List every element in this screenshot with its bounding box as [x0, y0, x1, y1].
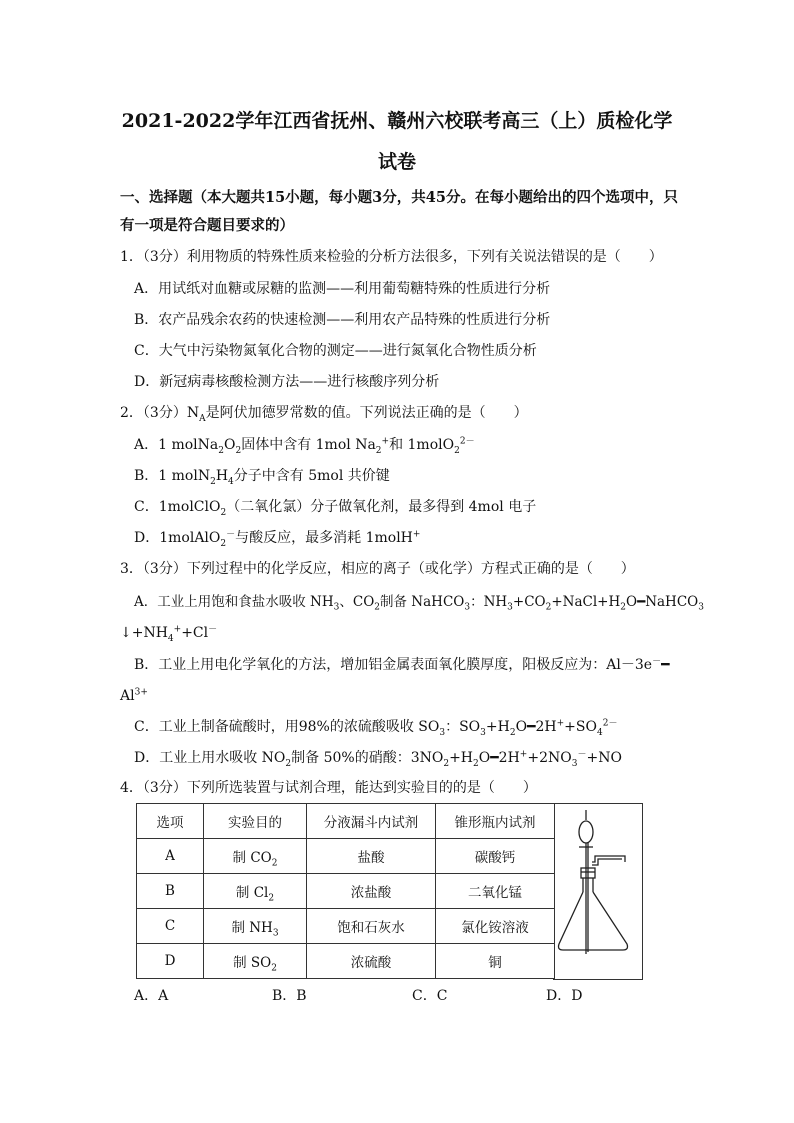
q3-option-b-cont: $Al^{3+}$ — [120, 687, 148, 704]
table-row — [137, 874, 555, 909]
table-cell: C — [137, 909, 204, 944]
q2-stem: 2．（3分）$N_A$是阿伏加德罗常数的值。下列说法正确的是（ ） — [120, 405, 528, 424]
table-cell: 饱和石灰水 — [307, 909, 436, 944]
table-cell: B — [137, 874, 204, 909]
table-row — [137, 909, 555, 944]
table-cell: A — [137, 839, 204, 874]
q3-option-a-cont: $↓+NH_4^++Cl^-$ — [120, 624, 218, 644]
q4-answer-a: A．A — [134, 988, 169, 1004]
q1-option-d: D．新冠病毒核酸检测方法——进行核酸序列分析 — [134, 374, 440, 390]
q4-answer-c: C．C — [412, 988, 448, 1004]
q3-option-b: B．工业上用电化学氧化的方法，增加铝金属表面氧化膜厚度，阳极反应为：Al－3e－━ — [134, 656, 670, 673]
q4-stem: 4．（3分）下列所选装置与试剂合理，能达到实验目的的是（ ） — [120, 780, 537, 796]
table-header-cell: 实验目的 — [204, 804, 307, 839]
table-row — [137, 839, 555, 874]
table-cell: 浓硫酸 — [307, 944, 436, 979]
q1-stem: 1．（3分）利用物质的特殊性质来检验的分析方法很多，下列有关说法错误的是（ ） — [120, 249, 663, 265]
table-cell: 制 $CO_2$ — [204, 839, 307, 874]
q2-option-b: B．1 $molN_2H_4$分子中含有 5mol 共价键 — [134, 468, 390, 487]
q4-answer-d: D．D — [546, 988, 583, 1004]
table-cell: 二氧化锰 — [436, 874, 555, 909]
q4-table — [136, 803, 555, 979]
table-cell: 浓盐酸 — [307, 874, 436, 909]
q3-option-a: A．工业上用饱和食盐水吸收 $NH_3$、$CO_2$制备 NaHCO$_3$：$NH_3+CO_2+NaCl+H_2O━NaHCO_3$ — [134, 594, 704, 613]
q2-option-a: A．1 $molNa_2O_2$固体中含有 1mol $Na_2^+$和 1molO$_2^{2-}$ — [134, 436, 475, 456]
q3-option-c: C．工业上制备硫酸时，用98%的浓硫酸吸收 $SO_3$：$SO_3+H_2O━2H^++SO_4^{2-}$ — [134, 718, 618, 738]
table-cell: 制 $Cl_2$ — [204, 874, 307, 909]
table-header-cell: 锥形瓶内试剂 — [436, 804, 555, 839]
q3-stem: 3．（3分）下列过程中的化学反应，相应的离子（或化学）方程式正确的是（ ） — [120, 561, 635, 577]
page-title-cont: 试卷 — [377, 151, 416, 173]
q3-option-d: D．工业上用水吸收 $NO_2$制备 50%的硝酸：$3NO_2+H_2O━2H^++2NO_3^-+NO$ — [134, 749, 622, 769]
apparatus-figure — [553, 803, 643, 980]
q1-option-c: C．大气中污染物氮氧化合物的测定——进行氮氧化合物性质分析 — [134, 343, 537, 359]
table-cell: D — [137, 944, 204, 979]
section-heading-cont: 有一项是符合题目要求的） — [120, 217, 294, 234]
table-header-cell: 选项 — [137, 804, 204, 839]
flask-apparatus-icon — [553, 804, 642, 979]
q2-option-d: D．1molAlO$_2$－与酸反应，最多消耗 1molH+ — [134, 529, 421, 549]
table-row — [137, 944, 555, 979]
q4-answer-b: B．B — [272, 988, 307, 1004]
q1-option-a: A．用试纸对血糖或尿糖的监测——利用葡萄糖特殊的性质进行分析 — [134, 281, 551, 297]
table-cell: 碳酸钙 — [436, 839, 555, 874]
table-cell: 盐酸 — [307, 839, 436, 874]
page-title: 2021-2022学年江西省抚州、赣州六校联考高三（上）质检化学 — [121, 110, 673, 132]
table-cell: 氯化铵溶液 — [436, 909, 555, 944]
table-cell: 铜 — [436, 944, 555, 979]
table-header-row — [137, 804, 555, 839]
table-header-cell: 分液漏斗内试剂 — [307, 804, 436, 839]
q1-option-b: B．农产品残余农药的快速检测——利用农产品特殊的性质进行分析 — [134, 312, 551, 328]
q2-option-c: C．1molClO$_2$（二氧化氯）分子做氧化剂，最多得到 4mol 电子 — [134, 499, 537, 518]
table-cell: 制 $NH_3$ — [204, 909, 307, 944]
section-heading: 一、选择题（本大题共15小题，每小题3分，共45分。在每小题给出的四个选项中，只 — [120, 189, 678, 206]
table-cell: 制 $SO_2$ — [204, 944, 307, 979]
